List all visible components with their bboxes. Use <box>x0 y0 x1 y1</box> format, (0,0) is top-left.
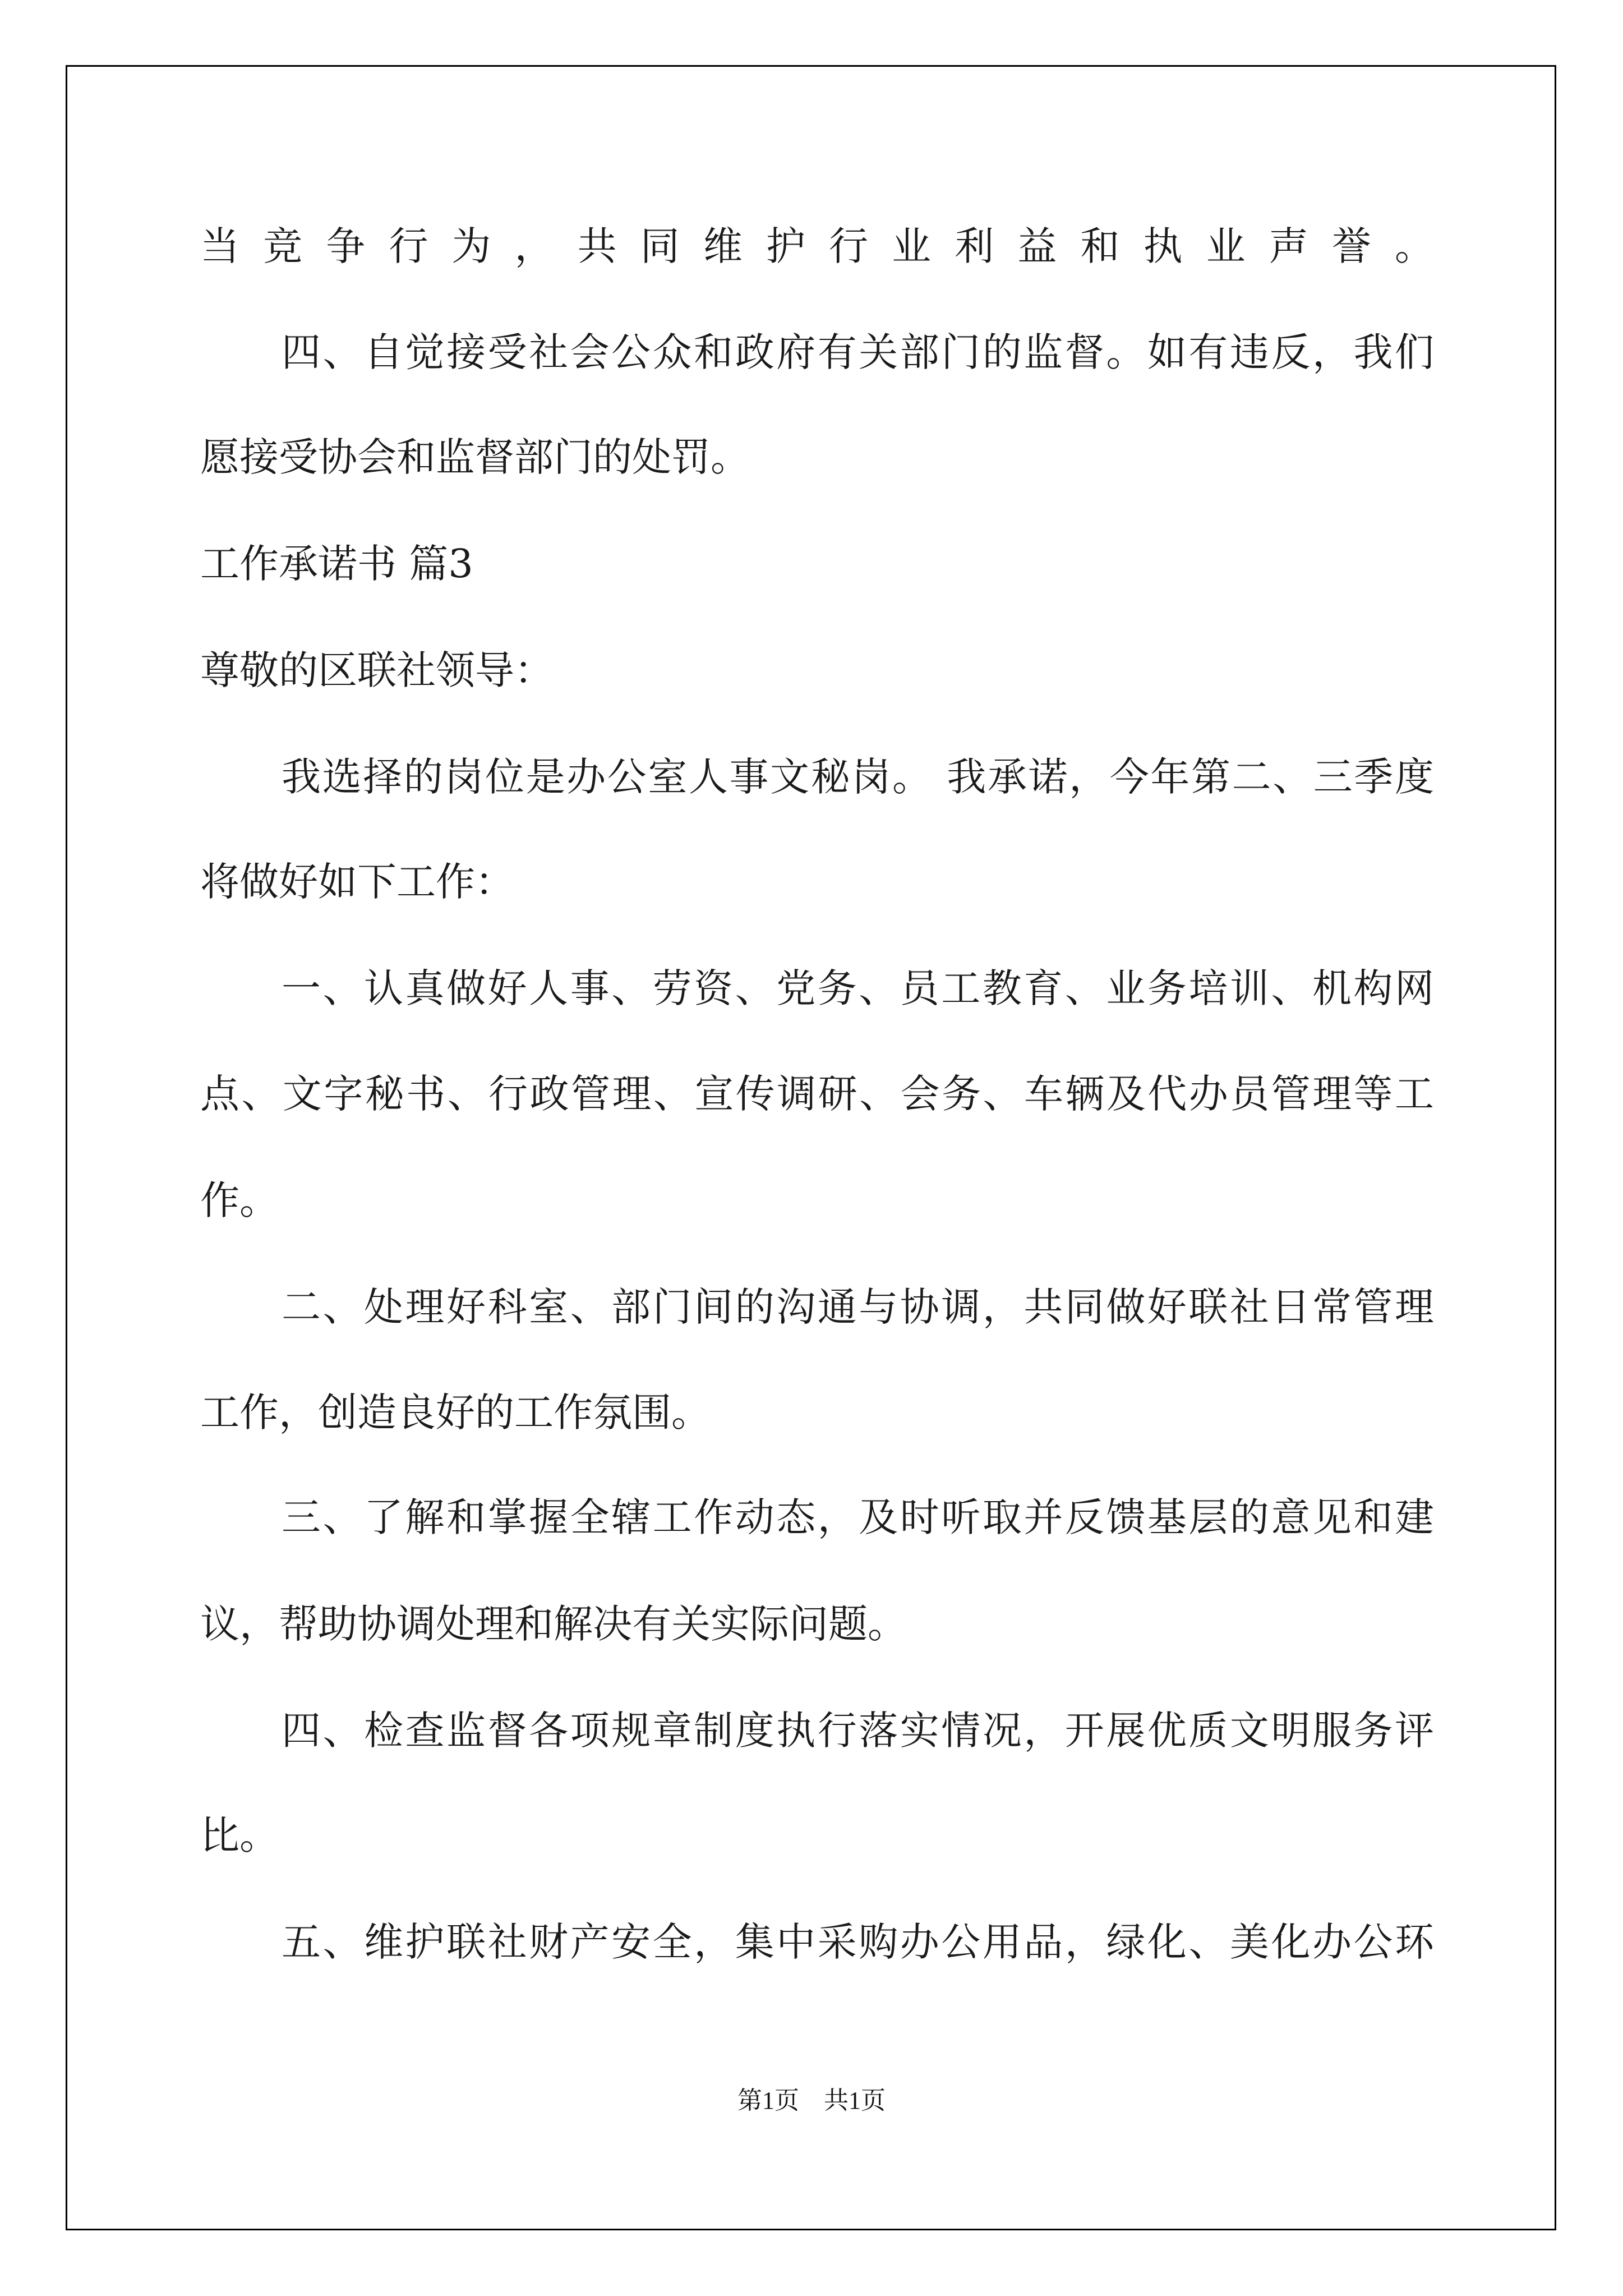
text-line: 作。 <box>200 1177 279 1223</box>
text-line: 五、维护联社财产安全，集中采购办公用品，绿化、美化办公环 <box>282 1919 1434 1965</box>
text-line: 我选择的岗位是办公室人事文秘岗。 我承诺，今年第二、三季度 <box>282 754 1434 800</box>
text-line: 愿接受协会和监督部门的处罚。 <box>200 434 750 480</box>
page-border <box>66 65 1556 2230</box>
text-line: 工作，创造良好的工作氛围。 <box>200 1389 711 1435</box>
text-line: 议，帮助协调处理和解决有关实际问题。 <box>200 1601 907 1647</box>
text-line: 一、认真做好人事、劳资、党务、员工教育、业务培训、机构网 <box>282 965 1434 1011</box>
text-line: 比。 <box>200 1812 279 1858</box>
text-line: 点、文字秘书、行政管理、宣传调研、会务、车辆及代办员管理等工 <box>200 1071 1434 1117</box>
text-line: 二、处理好科室、部门间的沟通与协调，共同做好联社日常管理 <box>282 1284 1434 1330</box>
text-line: 当竞争行为，共同维护行业利益和执业声誉。 <box>200 223 1434 269</box>
text-line: 四、检查监督各项规章制度执行落实情况，开展优质文明服务评 <box>282 1708 1434 1754</box>
page-footer: 第1页 共1页 <box>737 2087 886 2114</box>
text-line: 三、了解和掌握全辖工作动态，及时听取并反馈基层的意见和建 <box>282 1494 1434 1540</box>
section-heading: 工作承诺书 篇3 <box>200 541 473 587</box>
salutation: 尊敬的区联社领导： <box>200 647 554 693</box>
text-line: 四、自觉接受社会公众和政府有关部门的监督。如有违反，我们 <box>282 329 1434 375</box>
text-line: 将做好如下工作： <box>200 859 514 905</box>
